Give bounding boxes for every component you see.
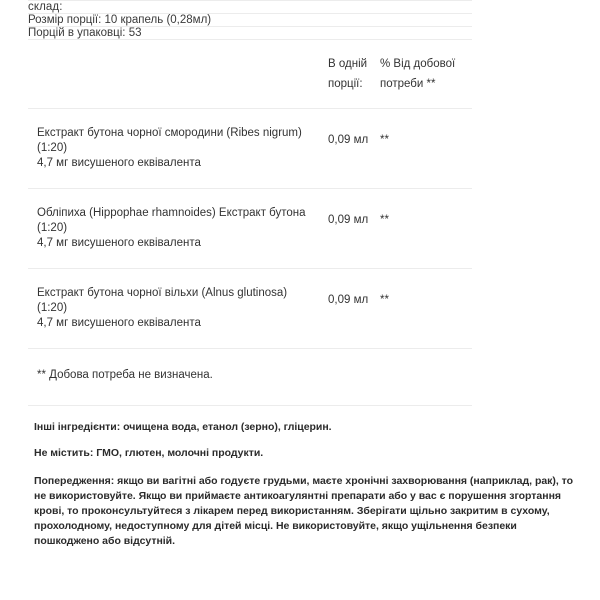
warning-text: Попередження: якщо ви вагітні або годуєте грудьми, маєте хронічні захворювання (наприклад, рак), то не використовуйте. Якщо ви приймаєте антикоагулянтні препарати або у вас є порушення згортання крові, то проконсультуйтеся з лікарем перед використанням. Зберігати щільно закритим в сухому, прохолодному, недоступному для дітей місці. Не використовуйте, якщо ущільнення безпеки пошкоджено або відсутній.	[34, 475, 574, 547]
column-header-daily-value	[380, 40, 472, 109]
servings-per-container-row	[28, 27, 472, 40]
ingredient-name	[28, 189, 328, 269]
ingredient-daily-value: **	[380, 214, 389, 226]
ingredient-name-sub: 4,7 мг висушеного еквівалента	[37, 157, 201, 169]
ingredient-name	[28, 269, 328, 349]
ingredient-name-main: Обліпиха (Hippophae rhamnoides) Екстракт бутона (1:20)	[37, 207, 306, 234]
facts-column-header-row	[28, 40, 472, 109]
column-header-name	[28, 40, 328, 109]
ingredient-daily-value: **	[380, 134, 389, 146]
column-header-amount-line2: порції:	[328, 78, 363, 90]
servings-per-container-label: Порцій в упаковці: 53	[28, 27, 142, 39]
ingredient-daily-value: **	[380, 294, 389, 306]
ingredient-name	[28, 109, 328, 189]
daily-value-footnote-row	[28, 349, 472, 406]
facts-title: склад:	[28, 1, 63, 13]
ingredient-amount: 0,09 мл	[328, 214, 369, 226]
ingredient-amount: 0,09 мл	[328, 294, 369, 306]
serving-size-label: Розмір порції: 10 крапель (0,28мл)	[28, 14, 212, 26]
column-header-amount-per-serving	[328, 40, 380, 109]
table-row	[28, 189, 472, 269]
daily-value-footnote: ** Добова потреба не визначена.	[37, 369, 213, 381]
free-from-text: Не містить: ГМО, глютен, молочні продукти.	[34, 447, 264, 459]
facts-title-row	[28, 1, 472, 14]
serving-size-row	[28, 14, 472, 27]
supplement-facts-table	[28, 0, 472, 405]
column-header-dv-line2: потреби **	[380, 78, 436, 90]
table-row	[28, 269, 472, 349]
column-header-amount-line1: В одній	[328, 58, 368, 70]
ingredient-name-main: Екстракт бутона чорної смородини (Ribes nigrum) (1:20)	[37, 127, 302, 154]
ingredient-name-main: Екстракт бутона чорної вільхи (Alnus glutinosa) (1:20)	[37, 287, 288, 314]
ingredient-name-sub: 4,7 мг висушеного еквівалента	[37, 317, 201, 329]
other-ingredients-text: Інші інгредієнти: очищена вода, етанол (зерно), гліцерин.	[34, 421, 332, 433]
ingredient-name-sub: 4,7 мг висушеного еквівалента	[37, 237, 201, 249]
table-row	[28, 109, 472, 189]
ingredient-amount: 0,09 мл	[328, 134, 369, 146]
column-header-dv-line1: % Від добової	[380, 58, 456, 70]
additional-info-block	[0, 406, 574, 549]
